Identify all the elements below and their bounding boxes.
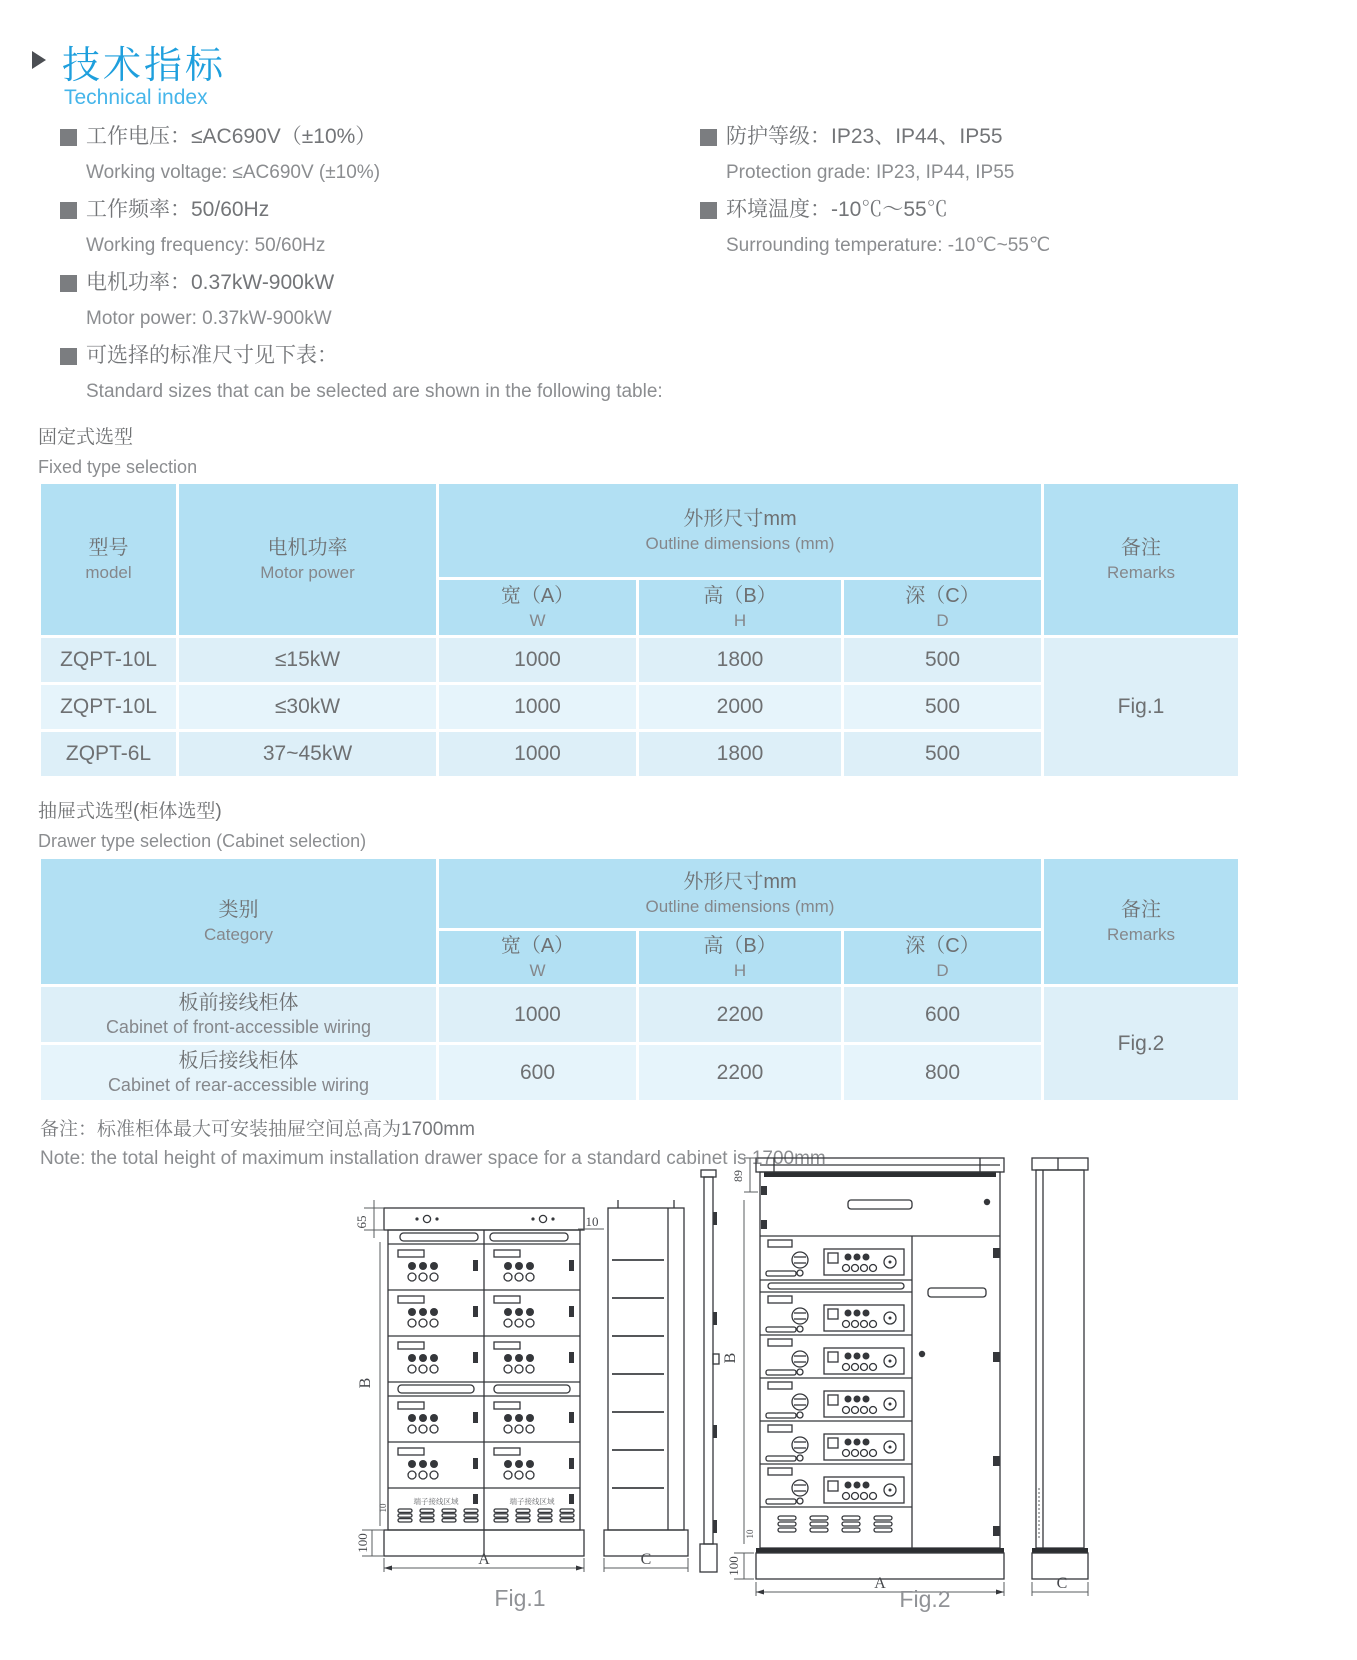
header-zh: 电机功率	[267, 537, 348, 559]
fig1-terminal-label: 端子接线区域	[413, 1497, 459, 1506]
header-en: Category	[204, 925, 273, 944]
spec-motor-power	[60, 270, 700, 332]
header-en: D	[936, 961, 949, 980]
fig2-dim-c: C	[1056, 1575, 1068, 1592]
col-header-outline	[438, 483, 1043, 579]
bullet-square-icon	[700, 202, 717, 219]
cell-depth: 500	[843, 637, 1043, 684]
table-header-row	[40, 483, 1240, 579]
cell-depth: 600	[843, 986, 1043, 1044]
note-zh: 备注：标准柜体最大可安装抽屉空间总高为1700mm	[40, 1119, 475, 1140]
section-label-en: Drawer type selection (Cabinet selection)	[38, 831, 367, 851]
spec-zh: 工作频率：50/60Hz	[86, 198, 270, 221]
spec-en: Surrounding temperature: -10℃~55℃	[726, 235, 1051, 256]
cell-width: 600	[438, 1044, 638, 1102]
cell-depth: 800	[843, 1044, 1043, 1102]
fig2-dim-10: 10	[745, 1529, 755, 1539]
col-header-power	[178, 483, 438, 637]
fig2-dim-89: 89	[731, 1170, 745, 1182]
section-label-en: Fixed type selection	[38, 457, 198, 477]
cell-width: 1000	[438, 637, 638, 684]
header-en: W	[529, 611, 546, 630]
fig1-caption: Fig.1	[494, 1585, 546, 1611]
category-en: Cabinet of rear-accessible wiring	[107, 1075, 370, 1095]
fig1-drawing	[340, 1138, 710, 1613]
spec-working-voltage	[60, 124, 700, 186]
spec-en: Working frequency: 50/60Hz	[86, 235, 326, 256]
col-header-height	[638, 579, 843, 637]
col-header-category	[40, 858, 438, 986]
section-label-zh: 固定式选型	[38, 427, 134, 448]
fig1-dim-c: C	[640, 1551, 652, 1568]
fig1-dim-65: 65	[354, 1215, 369, 1229]
fig1-dim-b: B	[357, 1377, 374, 1389]
col-header-outline	[438, 858, 1043, 930]
bullet-square-icon	[60, 202, 77, 219]
cell-model: ZQPT-10L	[40, 684, 178, 731]
spec-en: Working voltage: ≤AC690V (±10%)	[86, 162, 381, 183]
cell-depth: 500	[843, 731, 1043, 778]
spec-zh: 可选择的标准尺寸见下表：	[86, 344, 338, 367]
spec-protection-grade	[700, 124, 1340, 186]
cell-depth: 500	[843, 684, 1043, 731]
col-header-depth	[843, 930, 1043, 986]
fig1-dim-a: A	[478, 1551, 490, 1568]
fig1-terminal-label: 端子接线区域	[509, 1497, 555, 1506]
cell-height: 1800	[638, 731, 843, 778]
cell-model: ZQPT-10L	[40, 637, 178, 684]
col-header-remarks	[1043, 858, 1240, 986]
header-zh: 深（C）	[905, 585, 980, 607]
drawer-type-section-label	[38, 796, 366, 852]
category-en: Cabinet of front-accessible wiring	[105, 1017, 372, 1037]
header-en: D	[936, 611, 949, 630]
header-en: model	[85, 563, 132, 582]
cell-category	[40, 986, 438, 1044]
spec-en: Protection grade: IP23, IP44, IP55	[726, 162, 1015, 183]
fixed-type-table	[38, 481, 1241, 779]
header-en: H	[733, 611, 747, 630]
cell-height: 1800	[638, 637, 843, 684]
header-zh: 高（B）	[703, 935, 777, 957]
page-title: 技术指标	[62, 45, 227, 87]
col-header-depth	[843, 579, 1043, 637]
header-zh: 备注	[1121, 899, 1161, 921]
header-zh: 深（C）	[905, 935, 980, 957]
header-en: H	[733, 961, 747, 980]
note-en: Note: the total height of maximum installation drawer space for a standard cabinet is 1700mm	[40, 1148, 826, 1169]
cell-remark: Fig.1	[1043, 637, 1240, 778]
cell-power: ≤30kW	[178, 684, 438, 731]
fig1-dim-10-top: 10	[585, 1214, 599, 1229]
header-zh: 外形尺寸mm	[683, 508, 797, 530]
table-row	[40, 986, 1240, 1044]
header-en: Motor power	[260, 563, 355, 582]
table-header-row	[40, 858, 1240, 930]
header-zh: 外形尺寸mm	[683, 871, 797, 893]
cell-height: 2000	[638, 684, 843, 731]
cell-width: 1000	[438, 731, 638, 778]
fig2-drawing	[690, 1100, 1090, 1615]
spec-zh: 环境温度：-10℃～55℃	[726, 198, 948, 221]
table-row	[40, 637, 1240, 684]
col-header-remarks	[1043, 483, 1240, 637]
bullet-square-icon	[60, 129, 77, 146]
header-zh: 宽（A）	[500, 585, 575, 607]
spec-list-right	[700, 124, 1340, 270]
bullet-square-icon	[60, 275, 77, 292]
spec-zh: 工作电压：≤AC690V（±10%）	[86, 125, 377, 148]
col-header-height	[638, 930, 843, 986]
header-zh: 备注	[1121, 537, 1161, 559]
col-header-model	[40, 483, 178, 637]
header-en: W	[529, 961, 546, 980]
header-zh: 类别	[218, 899, 259, 921]
cell-model: ZQPT-6L	[40, 731, 178, 778]
cell-width: 1000	[438, 684, 638, 731]
header-zh: 高（B）	[703, 585, 777, 607]
fig2-dim-b: B	[722, 1352, 739, 1364]
spec-zh: 防护等级：IP23、IP44、IP55	[726, 125, 1003, 148]
bullet-square-icon	[60, 348, 77, 365]
spec-surrounding-temperature	[700, 197, 1340, 259]
cell-category	[40, 1044, 438, 1102]
category-zh: 板后接线柜体	[178, 1050, 299, 1072]
cell-power: 37~45kW	[178, 731, 438, 778]
fig1-dim-100: 100	[355, 1533, 370, 1553]
header-zh: 宽（A）	[500, 935, 575, 957]
header-en: Remarks	[1106, 925, 1175, 944]
fixed-type-section-label	[38, 422, 197, 478]
cell-height: 2200	[638, 1044, 843, 1102]
drawer-type-table	[38, 856, 1241, 1103]
spec-working-frequency	[60, 197, 700, 259]
page-header	[30, 34, 530, 134]
cell-remark: Fig.2	[1043, 986, 1240, 1102]
header-zh: 型号	[88, 537, 129, 559]
cell-height: 2200	[638, 986, 843, 1044]
spec-en: Standard sizes that can be selected are shown in the following table:	[86, 381, 663, 402]
category-zh: 板前接线柜体	[178, 992, 299, 1014]
col-header-width	[438, 930, 638, 986]
cell-power: ≤15kW	[178, 637, 438, 684]
section-label-zh: 抽屉式选型(柜体选型)	[38, 801, 222, 822]
bullet-square-icon	[700, 129, 717, 146]
spec-list-left	[60, 124, 700, 416]
page-subtitle: Technical index	[64, 86, 208, 109]
col-header-width	[438, 579, 638, 637]
spec-en: Motor power: 0.37kW-900kW	[86, 308, 332, 329]
fig2-dim-100: 100	[726, 1556, 741, 1576]
cell-width: 1000	[438, 986, 638, 1044]
fig2-caption: Fig.2	[899, 1586, 951, 1612]
header-en: Outline dimensions (mm)	[645, 534, 835, 553]
spec-zh: 电机功率：0.37kW-900kW	[86, 271, 335, 294]
spec-standard-sizes	[60, 343, 700, 405]
fig2-dim-a: A	[874, 1575, 886, 1592]
header-en: Remarks	[1106, 563, 1175, 582]
header-en: Outline dimensions (mm)	[645, 897, 835, 916]
section-marker-icon	[32, 51, 46, 69]
fig1-dim-10-bottom: 10	[378, 1503, 388, 1513]
